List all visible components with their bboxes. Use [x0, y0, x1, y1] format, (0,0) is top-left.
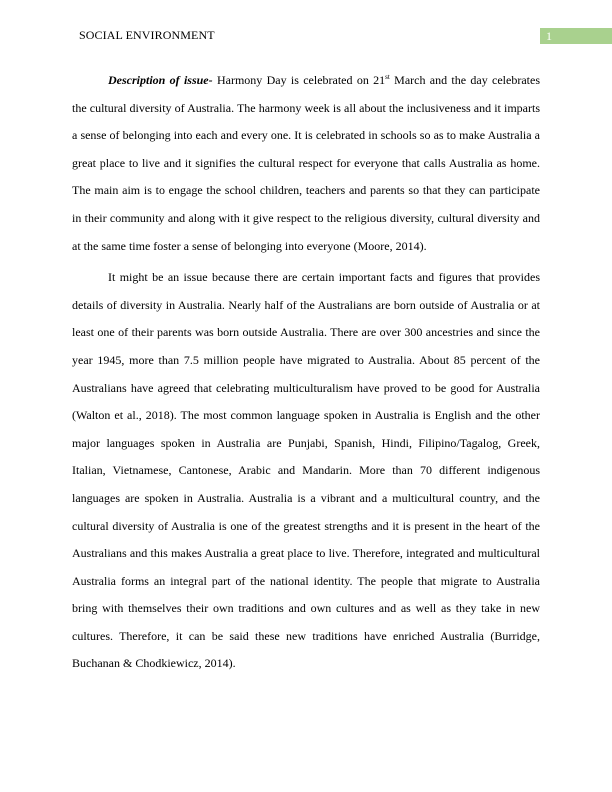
ordinal-superscript: st: [385, 73, 390, 81]
page-header: [0, 0, 612, 50]
paragraph-text: Harmony Day is celebrated on 21: [212, 73, 386, 87]
paragraph-lead: Description of issue-: [108, 73, 213, 87]
paragraph-description: [72, 67, 540, 260]
page-number: 1: [546, 29, 552, 43]
document-body: [72, 67, 540, 682]
paragraph-text: March and the day celebrates the cultural diversity of Australia. The harmony week is all about the inclusiveness and it imparts a sense of belonging into each and every one. It is celebrated in schools so as to make Australia a great place to live and it signifies the cultural respect for everyone that calls Australia as home. The main aim is to engage the school children, teachers and parents so that they can participate in their community and along with it give respect to the religious diversity, cultural diversity and at the same time foster a sense of belonging into everyone (Moore, 2014).: [72, 73, 540, 253]
page-number-box: [540, 28, 612, 44]
paragraph-issue: It might be an issue because there are certain important facts and figures that provides details of diversity in Australia. Nearly half of the Australians are born outside of Australia or at least one of their parents was born outside Australia. There are over 300 ancestries and since the year 1945, more than 7.5 million people have migrated to Australia. About 85 percent of the Australians have agreed that celebrating multiculturalism have proved to be good for Australia (Walton et al., 2018). The most common language spoken in Australia is English and the other major languages spoken in Australia are Punjabi, Spanish, Hindi, Filipino/Tagalog, Greek, Italian, Vietnamese, Cantonese, Arabic and Mandarin. More than 70 different indigenous languages are spoken in Australia. Australia is a vibrant and a multicultural country, and the cultural diversity of Australia is one of the greatest strengths and it is present in the heart of the Australians and this makes Australia a great place to live. Therefore, integrated and multicultural Australia forms an integral part of the national identity. The people that migrate to Australia bring with themselves their own traditions and own cultures and as well as they take in new cultures. Therefore, it can be said these new traditions have enriched Australia (Burridge, Buchanan & Chodkiewicz, 2014).: [72, 270, 540, 671]
running-head: SOCIAL ENVIRONMENT: [79, 28, 215, 42]
